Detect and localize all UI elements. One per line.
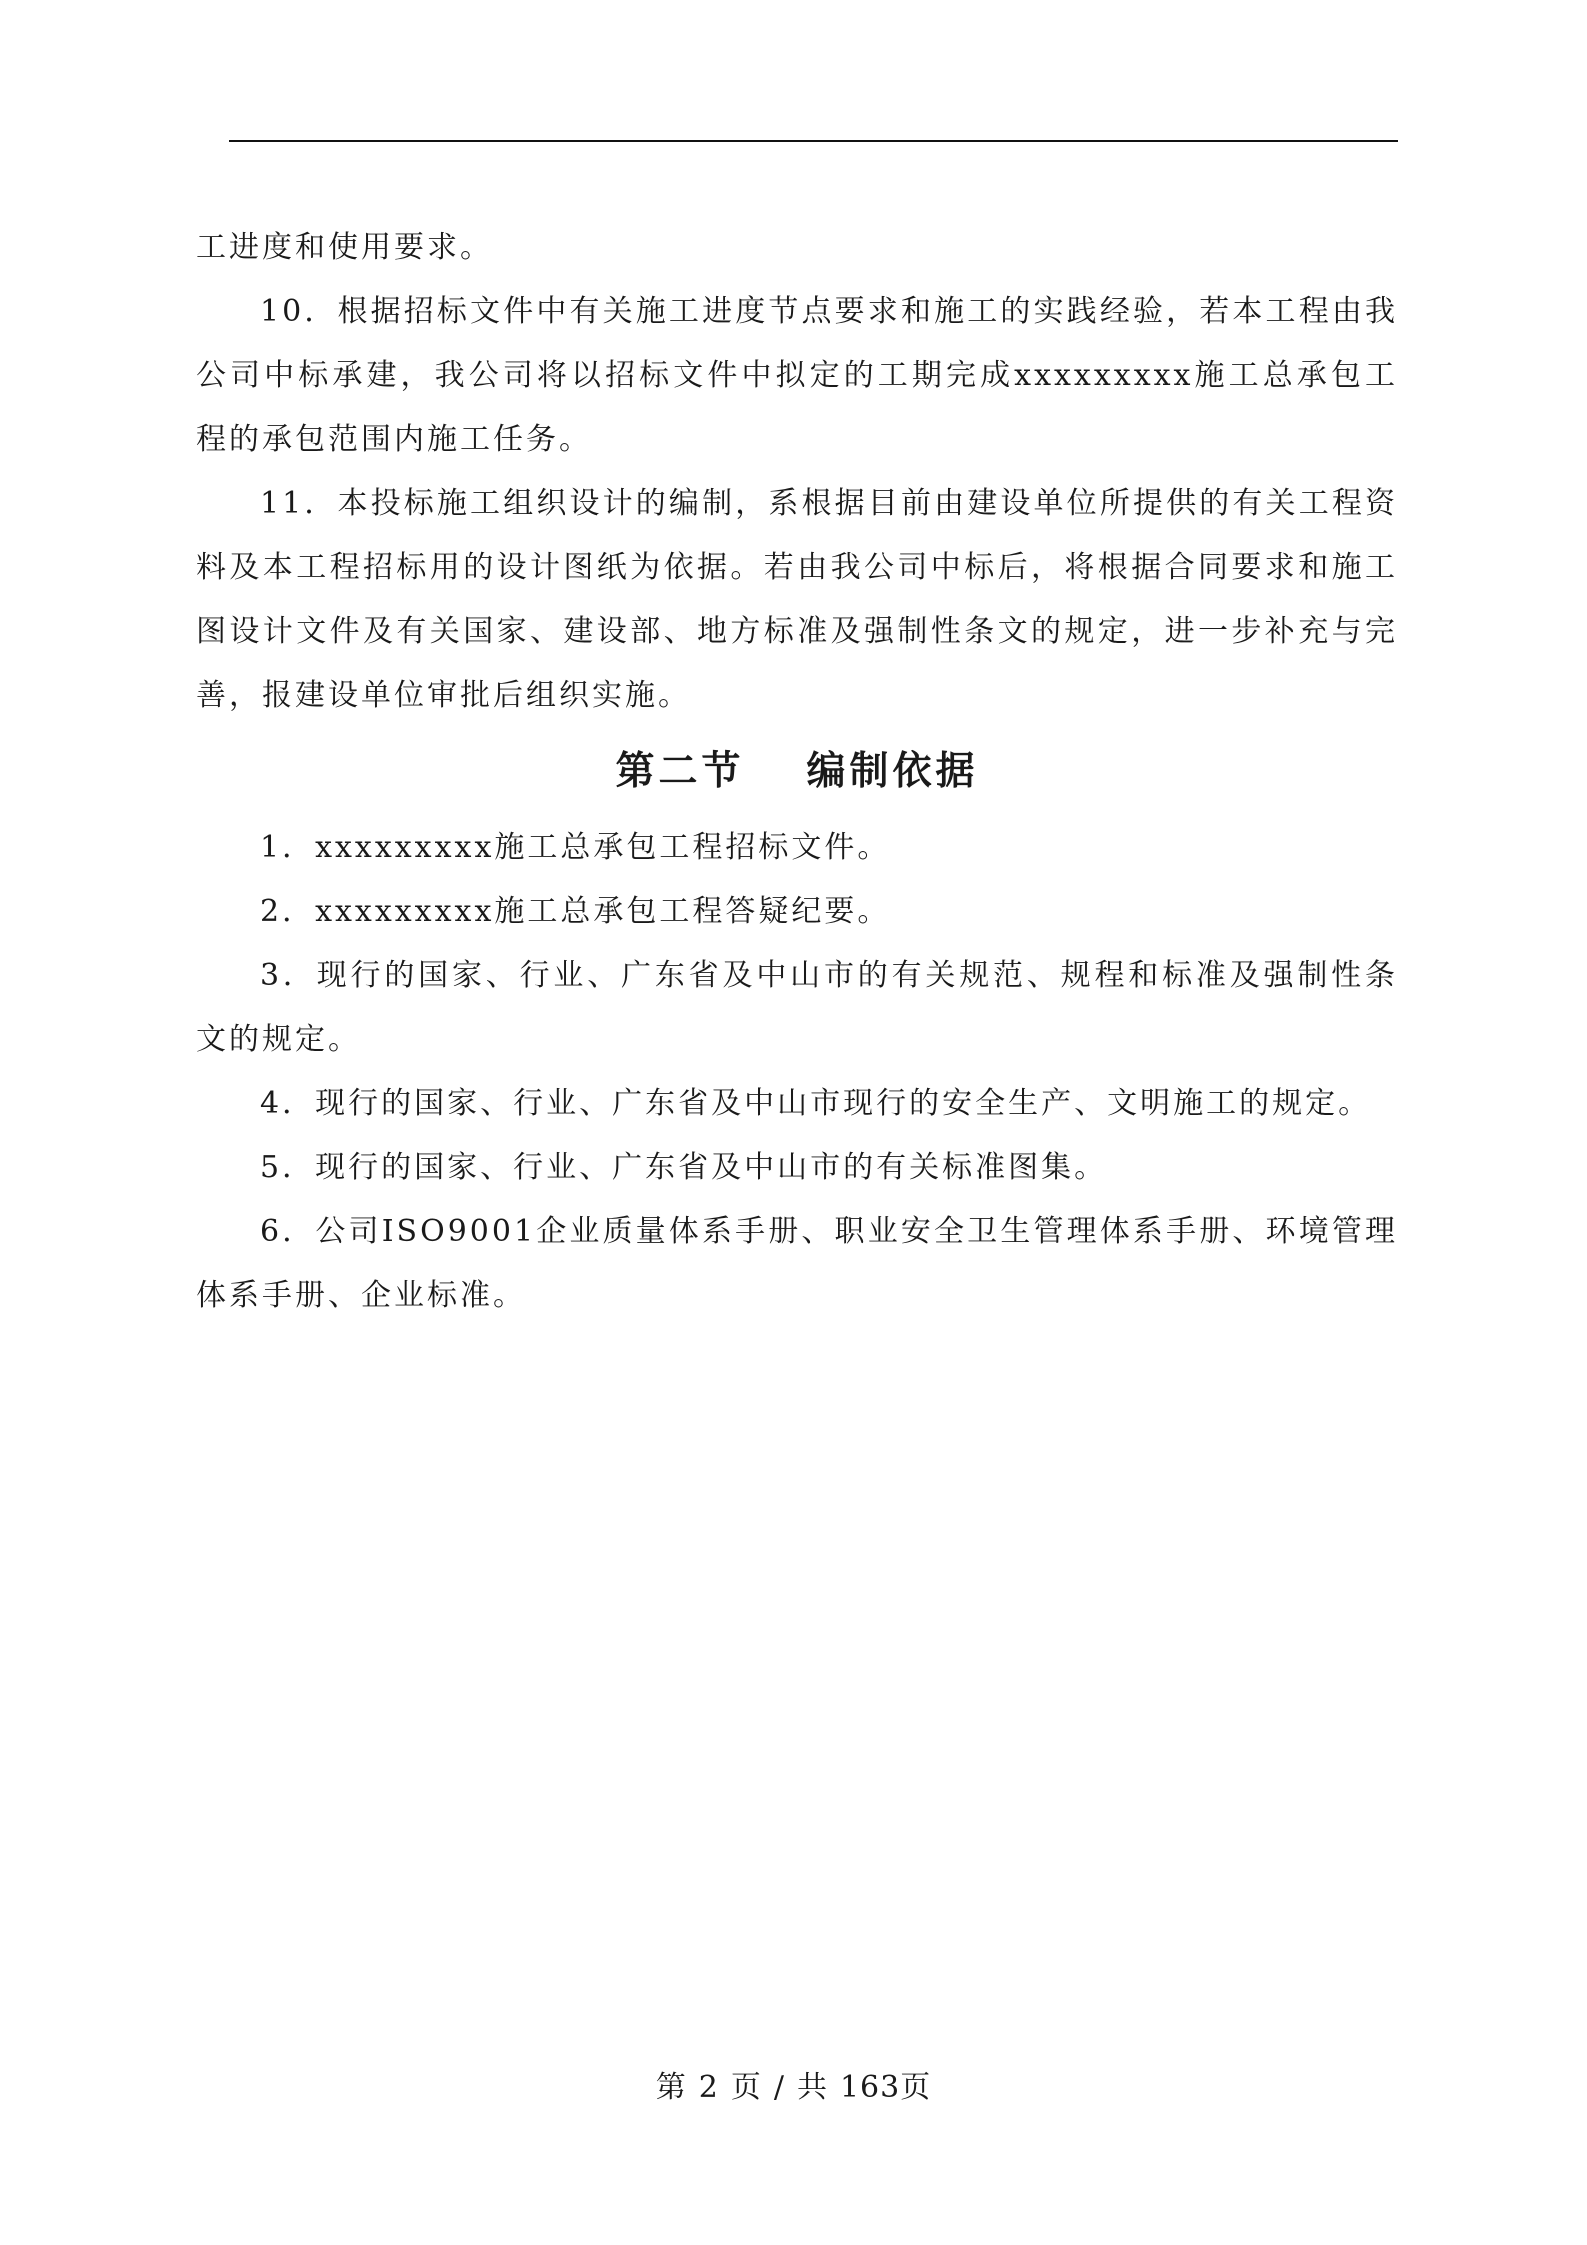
paragraph-item-11: 11．本投标施工组织设计的编制，系根据目前由建设单位所提供的有关工程资料及本工程招标用的设计图纸为依据。若由我公司中标后，将根据合同要求和施工图设计文件及有关国家、建设部、地方标准及强制性条文的规定，进一步补充与完善，报建设单位审批后组织实施。: [196, 486, 1398, 713]
paragraph-item-10: 10．根据招标文件中有关施工进度节点要求和施工的实践经验，若本工程由我公司中标承建，我公司将以招标文件中拟定的工期完成xxxxxxxxx施工总承包工程的承包范围内施工任务。: [196, 294, 1398, 457]
document-body: [196, 216, 1398, 1328]
section-number: 第二节: [615, 748, 745, 794]
basis-item-6: 6．公司ISO9001企业质量体系手册、职业安全卫生管理体系手册、环境管理体系手册、企业标准。: [196, 1214, 1398, 1313]
basis-item-5: 5．现行的国家、行业、广东省及中山市的有关标准图集。: [260, 1150, 1108, 1185]
section-heading: [196, 738, 1398, 804]
page-prefix: 第: [655, 2070, 687, 2105]
paragraph-continuation: 工进度和使用要求。: [196, 230, 493, 265]
basis-item-1: 1．xxxxxxxxx施工总承包工程招标文件。: [260, 830, 891, 865]
basis-item-4: 4．现行的国家、行业、广东省及中山市现行的安全生产、文明施工的规定。: [260, 1086, 1372, 1121]
page-suffix: 页: [730, 2070, 762, 2105]
total-prefix: 共: [796, 2070, 828, 2105]
page-separator: /: [773, 2070, 785, 2105]
total-pages: 163: [839, 2070, 901, 2105]
section-title: 编制依据: [806, 748, 979, 794]
basis-item-2: 2．xxxxxxxxx施工总承包工程答疑纪要。: [260, 894, 891, 929]
page-footer: [0, 2068, 1587, 2108]
page-number: 2: [698, 2070, 719, 2105]
basis-item-3: 3．现行的国家、行业、广东省及中山市的有关规范、规程和标准及强制性条文的规定。: [196, 958, 1398, 1057]
total-suffix: 页: [900, 2070, 932, 2105]
header-rule: [229, 140, 1398, 142]
